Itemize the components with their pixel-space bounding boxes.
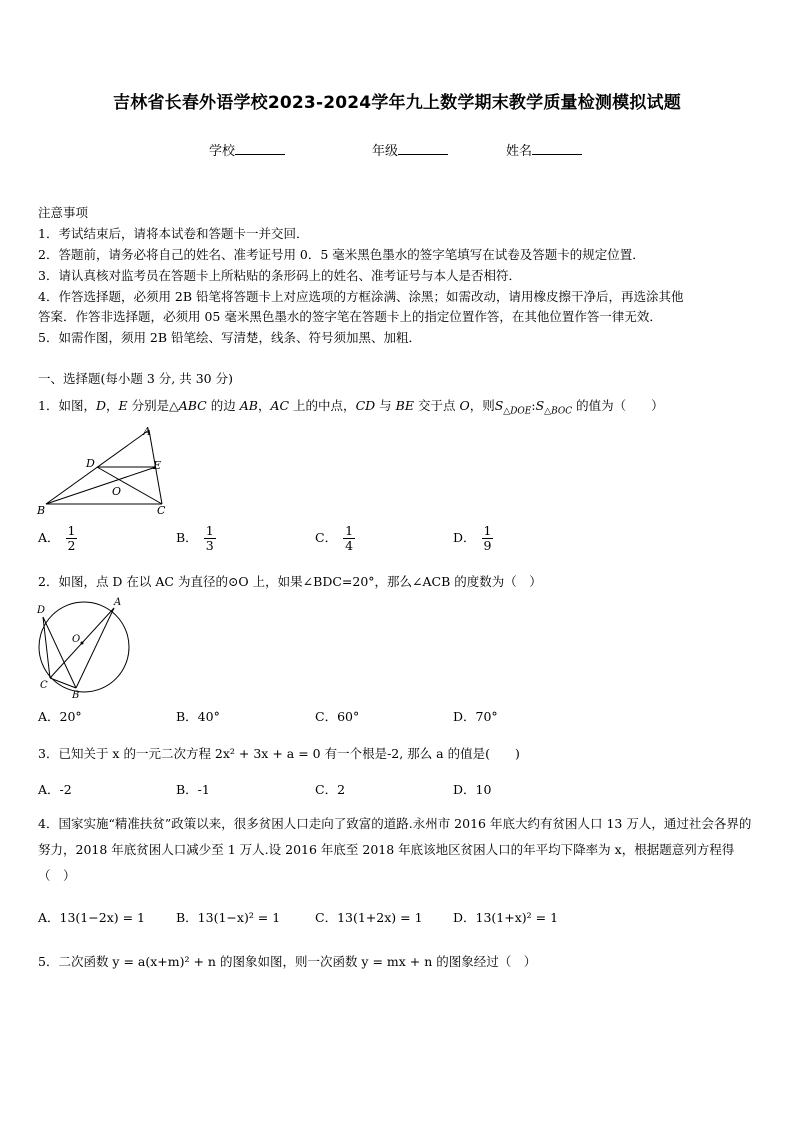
label-C: C: [40, 680, 48, 691]
grade-field: [372, 140, 448, 159]
label-O: O: [112, 485, 122, 498]
school-blank: [235, 142, 285, 155]
question-5-text: 5．二次函数 y = a(x+m)² + n 的图象如图，则一次函数 y = mx + n 的图象经过（ ）: [38, 954, 537, 969]
label-C: C: [157, 504, 166, 517]
question-1-text: 1．如图，D，E 分别是△ABC 的边 AB，AC 上的中点，CD 与 BE 交于点 O，则$S_{\triangle DOE}:S_{\triangle BOC}$ 的值为（ ）: [38, 398, 664, 417]
grade-blank: [398, 142, 448, 155]
notice-item: 2．答题前，请务必将自己的姓名、准考证号用 0．5 毫米黑色墨水的签字笔填写在试卷及答题卡的规定位置．: [38, 247, 645, 262]
notice-heading: 注意事项: [38, 205, 89, 220]
q1-option-c[interactable]: C． $\frac{1}{4}$: [315, 523, 354, 553]
q1-option-d[interactable]: D． $\frac{1}{9}$: [453, 523, 492, 553]
q2-option-b[interactable]: B．40°: [176, 709, 220, 724]
notice-item: 4．作答选择题，必须用 2B 铅笔将答题卡上对应选项的方框涂满、涂黑；如需改动，请用橡皮擦干净后，再选涂其他: [38, 289, 684, 304]
label-A: A: [143, 425, 151, 438]
school-label: 学校: [209, 144, 236, 159]
name-label: 姓名: [506, 144, 533, 159]
question-3-text: 3．已知关于 x 的一元二次方程 2x² + 3x + a = 0 有一个根是-2, 那么 a 的值是( ): [38, 746, 520, 761]
school-field: [209, 140, 285, 159]
q4-option-d[interactable]: D．13(1+x)² = 1: [453, 910, 559, 925]
circle-figure: [32, 594, 136, 700]
name-blank: [532, 142, 582, 155]
label-B: B: [72, 690, 80, 700]
grade-label: 年级: [372, 144, 399, 159]
notice-item: 答案．作答非选择题，必须用 05 毫米黑色墨水的签字笔在答题卡上的指定位置作答，在其他位置作答一律无效．: [38, 309, 662, 324]
q3-option-c[interactable]: C．2: [315, 782, 346, 797]
q1-option-b[interactable]: B． $\frac{1}{3}$: [176, 523, 214, 553]
q4-option-c[interactable]: C．13(1+2x) = 1: [315, 910, 423, 925]
page-title: 吉林省长春外语学校2023-2024学年九上数学期末教学质量检测模拟试题: [113, 93, 681, 113]
notice-item: 3．请认真核对监考员在答题卡上所粘贴的条形码上的姓名、准考证号与本人是否相符．: [38, 268, 521, 283]
q2-option-a[interactable]: A．20°: [38, 709, 82, 724]
section-heading: 一、选择题(每小题 3 分, 共 30 分): [38, 371, 233, 386]
label-D: D: [86, 457, 95, 470]
triangle-figure: [36, 424, 176, 518]
notice-item: 1．考试结束后，请将本试卷和答题卡一并交回．: [38, 226, 309, 241]
q3-option-a[interactable]: A．-2: [38, 782, 72, 797]
q4-option-a[interactable]: A．13(1−2x) = 1: [38, 910, 145, 925]
label-O: O: [72, 634, 81, 645]
q3-option-b[interactable]: B．-1: [176, 782, 210, 797]
q4-option-b[interactable]: B．13(1−x)² = 1: [176, 910, 281, 925]
q2-option-c[interactable]: C．60°: [315, 709, 360, 724]
q3-option-d[interactable]: D．10: [453, 782, 492, 797]
name-field: [506, 140, 582, 159]
label-D: D: [37, 605, 46, 616]
question-2-text: 2．如图，点 D 在以 AC 为直径的⊙O 上，如果∠BDC=20°，那么∠ACB 的度数为（ ）: [38, 574, 542, 589]
label-B: B: [37, 504, 46, 517]
question-4-text: 4．国家实施“精准扶贫”政策以来，很多贫困人口走向了致富的道路.永州市 2016 年底大约有贫困人口 13 万人，通过社会各界的努力，2018 年底贫困人口减少至 1 万人.设 2016 年底至 2018 年底该地区贫困人口的年平均下降率为 x，根据题意列方程得（ ）: [38, 816, 752, 883]
label-E: E: [153, 459, 162, 472]
notice-item: 5．如需作图，须用 2B 铅笔绘、写清楚，线条、符号须加黑、加粗．: [38, 330, 422, 345]
q1-option-a[interactable]: A． $\frac{1}{2}$: [38, 523, 76, 553]
label-A: A: [114, 597, 122, 608]
q2-option-d[interactable]: D．70°: [453, 709, 498, 724]
